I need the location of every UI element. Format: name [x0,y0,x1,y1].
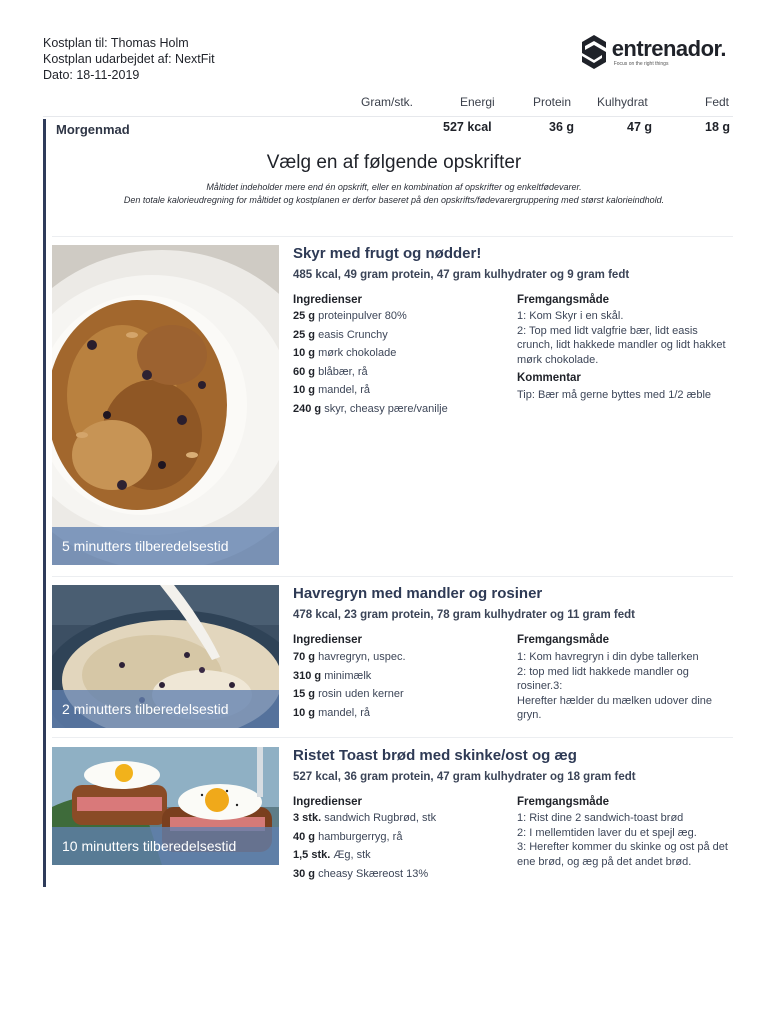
ingredient-name: easis Crunchy [318,328,388,341]
meal-protein: 36 g [549,120,575,134]
ingredient-amount: 15 g [293,688,316,701]
logo-wordmark: entrenador. [611,36,726,61]
logo-tagline: Focus on the right things [613,61,669,67]
ingredient-list [293,648,406,722]
ingredient-item [293,828,436,847]
ingredient-name: cheasy Skæreost 13% [318,867,429,880]
method-steps [517,650,733,723]
ingredient-name: skyr, cheasy pære/vanilje [324,402,448,415]
col-carbs: Kulhydrat [597,95,648,109]
method-step: 1: Rist dine 2 sandwich-toast brød [517,812,684,824]
ingredient-name: hamburgerryg, rå [318,830,403,843]
ingredient-item [293,865,436,884]
ingredient-amount: 240 g [293,402,322,415]
ingredient-item [293,326,448,345]
recipe-title: Skyr med frugt og nødder! [293,245,482,262]
method-step: 1: Kom havregryn i din dybe tallerken [517,651,699,663]
recipe-macros: 485 kcal, 49 gram protein, 47 gram kulhydrater og 9 gram fedt [293,269,630,281]
ingredient-amount: 10 g [293,706,316,719]
method-step: 2: top med lidt hakkede mandler og rosiner.3: [517,665,689,692]
ingredient-item [293,648,406,667]
ingredient-name: minimælk [324,669,372,682]
ingredient-item [293,344,448,363]
recipe-macros: 478 kcal, 23 gram protein, 78 gram kulhydrater og 11 gram fedt [293,609,635,621]
comment-label: Kommentar [517,372,581,384]
ingredient-name: mørk chokolade [318,347,397,360]
ingredient-amount: 40 g [293,830,316,843]
meal-name: Morgenmad [56,122,130,137]
recipe-title: Ristet Toast brød med skinke/ost og æg [293,747,577,764]
ingredient-list [293,809,436,883]
ingredient-item [293,685,406,704]
method-label: Fremgangsmåde [517,796,610,808]
divider [52,737,733,738]
method-label: Fremgangsmåde [517,634,610,646]
ingredient-amount: 10 g [293,384,316,397]
ingredient-amount: 1,5 stk. [293,849,331,862]
ingredient-amount: 60 g [293,365,316,378]
ingredients-label: Ingredienser [293,796,363,808]
method-step: 1: Kom Skyr i en skål. [517,310,624,322]
logo-mark-icon [580,34,608,70]
col-fat: Fedt [705,95,730,109]
ingredient-name: mandel, rå [318,706,371,719]
method-steps [517,309,733,367]
ingredient-item [293,363,448,382]
ingredient-amount: 25 g [293,310,316,322]
ingredient-name: Æg, stk [333,849,371,862]
method-step: 3: Herefter kommer du skinke og ost på det ene brød, og æg på det andet brød. [517,841,728,868]
ingredient-item [293,381,448,400]
ingredient-item [293,400,448,419]
ingredient-item [293,704,406,723]
entrenador-logo [580,34,726,70]
ingredient-name: mandel, rå [318,384,371,397]
ingredient-name: sandwich Rugbrød, stk [324,812,437,824]
choose-sub-line: Den totale kalorieudregning for måltidet og kostplanen er derfor baseret på den opskrifts/fødevarergruppering med størst kalorieindhold. [123,195,665,205]
ingredient-name: havregryn, uspec. [318,651,406,663]
meal-energy: 527 kcal [443,120,492,134]
ingredient-amount: 25 g [293,328,316,341]
method-step: 2: Top med lidt valgfrie bær, lidt easis crunch, lidt hakkede mandler og lidt hakket mørk chokolade. [517,324,726,366]
ingredient-item [293,846,436,865]
recipe-comment: Tip: Bær må gerne byttes med 1/2 æble [517,389,712,401]
col-protein: Protein [533,95,572,109]
ingredient-amount: 70 g [293,651,316,663]
col-gram: Gram/stk. [361,95,414,109]
method-step: 2: I mellemtiden laver du et spejl æg. [517,826,697,839]
choose-title: Vælg en af følgende opskrifter [266,152,522,173]
recipe-photo [52,747,279,865]
recipe-title: Havregryn med mandler og rosiner [293,585,543,602]
divider [52,236,733,237]
method-label: Fremgangsmåde [517,294,610,306]
meal-carbs: 47 g [627,120,653,134]
ingredient-amount: 310 g [293,669,322,682]
plan-author: Kostplan udarbejdet af: NextFit [43,52,215,66]
recipe-photo [52,585,279,728]
plan-date: Dato: 18-11-2019 [43,68,140,82]
ingredient-name: rosin uden kerner [318,688,404,701]
ingredient-amount: 30 g [293,867,316,880]
ingredient-name: blåbær, rå [318,365,368,378]
plan-meta [43,35,215,83]
ingredient-item [293,809,436,828]
plan-for: Kostplan til: Thomas Holm [43,36,189,50]
col-energy: Energi [460,95,495,109]
prep-time-badge: 5 minutters tilberedelsestid [52,527,279,565]
recipe-photo [52,245,279,565]
divider [52,576,733,577]
ingredient-amount: 10 g [293,347,316,360]
skyr-bowl-photo [52,245,279,565]
meal-accent-bar [43,119,46,887]
choose-sub-line: Måltidet indeholder mere end én opskrift, eller en kombination af opskrifter og enkeltfødevarer. [206,182,582,192]
ingredient-item [293,667,406,686]
method-steps [517,811,733,869]
ingredient-name: proteinpulver 80% [318,310,407,322]
ingredients-label: Ingredienser [293,634,363,646]
prep-time-badge: 2 minutters tilberedelsestid [52,690,279,728]
method-step: Herefter hælder du mælken udover dine gryn. [517,694,713,721]
ingredient-list [293,307,448,419]
ingredients-label: Ingredienser [293,294,363,306]
ingredient-item [293,307,448,326]
recipe-macros: 527 kcal, 36 gram protein, 47 gram kulhydrater og 18 gram fedt [293,771,636,783]
choose-subtitle [50,181,738,207]
prep-time-badge: 10 minutters tilberedelsestid [52,827,279,865]
meal-fat: 18 g [705,120,731,134]
ingredient-amount: 3 stk. [293,812,322,824]
